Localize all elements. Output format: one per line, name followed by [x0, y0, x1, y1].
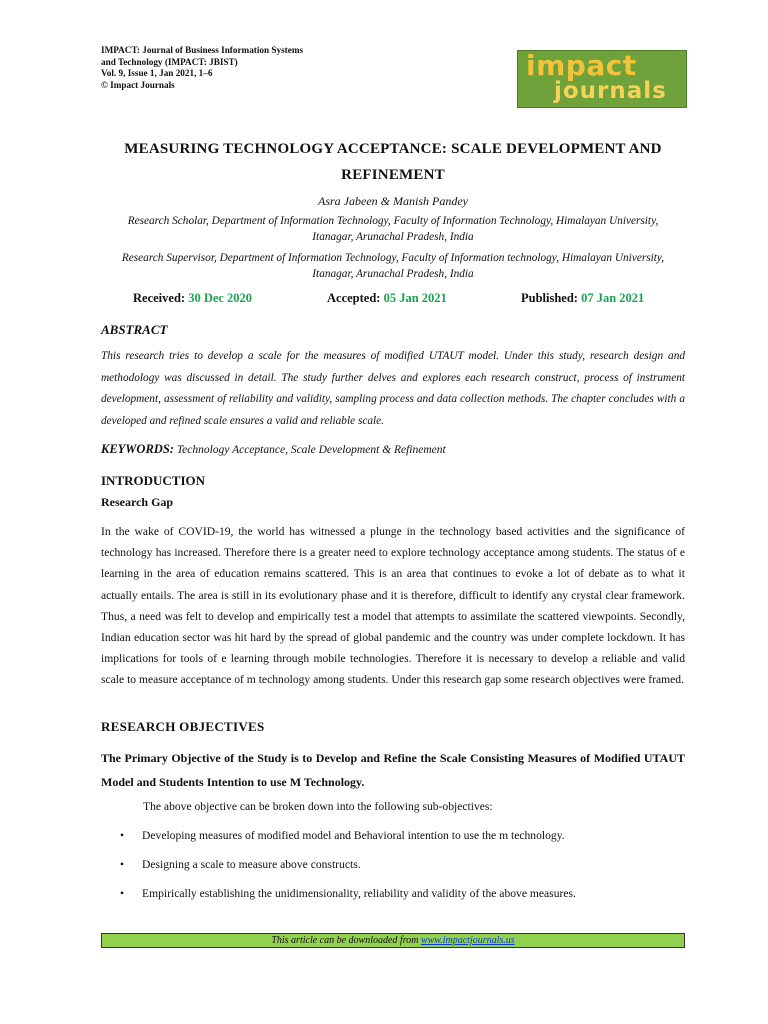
introduction-heading: INTRODUCTION: [101, 473, 206, 488]
list-item-text: Empirically establishing the unidimensionality, reliability and validity of the above measures.: [142, 887, 576, 900]
list-item: [120, 858, 361, 871]
accepted-value: 05 Jan 2021: [383, 291, 447, 305]
affiliation-supervisor-line1: Research Supervisor, Department of Information Technology, Faculty of Information technology, Himalayan University,: [121, 252, 665, 264]
keywords-text: Technology Acceptance, Scale Development & Refinement: [176, 444, 446, 456]
journal-header: [101, 45, 361, 91]
research-gap-text: In the wake of COVID-19, the world has witnessed a plunge in the technology based activities and the significance of technology has increased. Therefore there is a greater need to explore technology acceptance among students. The status of e learning in the area of education remains scattered. This is an area that continues to evoke a lot of debate as to what it actually entails. The area is still in its evolutionary phase and it is therefore, difficult to identify any crystal clear framework. Thus, a need was felt to develop and empirically test a model that attempts to assimilate the scattered viewpoints. Secondly, Indian education sector was hit hard by the spread of global pandemic and the country was under complete lockdown. It has implications for tools of e learning through mobile technologies. Therefore it is necessary to develop a reliable and valid scale to measure acceptance of m technology among students. Under this research gap some research objectives were framed.: [101, 525, 685, 687]
authors: Asra Jabeen & Manish Pandey: [318, 194, 468, 208]
published-label: Published:: [521, 291, 578, 305]
research-gap-heading: Research Gap: [101, 495, 174, 509]
abstract-text: This research tries to develop a scale for the measures of modified UTAUT model. Under this study, research design and methodology was discussed in detail. The study further delves and explores each research construct, process of instrument development, assessment of reliability and validity, sampling process and data collection methods. The chapter concludes with a developed and refined scale ensures a valid and reliable scale.: [101, 350, 685, 427]
logo-text-journals: journals: [554, 78, 667, 104]
bullet-icon: •: [120, 858, 125, 871]
journal-name-line2: and Technology (IMPACT: JBIST): [101, 56, 238, 67]
list-item-text: Developing measures of modified model and Behavioral intention to use the m technology.: [142, 829, 565, 842]
accepted-date: [327, 291, 447, 306]
title-line2: REFINEMENT: [341, 167, 445, 183]
list-item-text: Designing a scale to measure above constructs.: [142, 858, 361, 871]
received-date: [133, 291, 252, 306]
footer-text: This article can be downloaded from: [271, 935, 421, 946]
affiliation-scholar-line2: Itanagar, Arunachal Pradesh, India: [312, 231, 474, 243]
title-line1: MEASURING TECHNOLOGY ACCEPTANCE: SCALE DEVELOPMENT AND: [124, 141, 662, 157]
keywords-label: KEYWORDS:: [101, 442, 174, 456]
journal-website-link[interactable]: www.impactjournals.us: [420, 935, 515, 946]
list-item: [120, 829, 565, 842]
journal-volume: Vol. 9, Issue 1, Jan 2021, 1–6: [101, 68, 213, 78]
published-value: 07 Jan 2021: [581, 291, 645, 305]
paper-title: [101, 136, 685, 188]
journal-copyright: © Impact Journals: [101, 79, 175, 90]
list-item: [120, 887, 576, 900]
accepted-label: Accepted:: [327, 291, 381, 305]
sub-objectives-intro: The above objective can be broken down into the following sub-objectives:: [143, 800, 493, 813]
logo-text-impact: impact: [526, 50, 637, 82]
primary-objective: The Primary Objective of the Study is to Develop and Refine the Scale Consisting Measures of Modified UTAUT Model and Students Intention to use M Technology.: [101, 751, 685, 789]
impact-journals-logo: [517, 50, 687, 108]
published-date: [521, 291, 644, 306]
received-value: 30 Dec 2020: [188, 291, 253, 305]
download-footer: [101, 933, 685, 948]
affiliation-scholar-line1: Research Scholar, Department of Information Technology, Faculty of Information Technology, Himalayan University,: [127, 215, 659, 227]
received-label: Received:: [133, 291, 186, 305]
bullet-icon: •: [120, 829, 125, 842]
abstract-heading: ABSTRACT: [101, 322, 168, 337]
affiliation-scholar: [101, 213, 685, 245]
keywords: [101, 442, 446, 457]
journal-name-line1: IMPACT: Journal of Business Information Systems: [101, 45, 304, 55]
bullet-icon: •: [120, 887, 125, 900]
research-objectives-heading: RESEARCH OBJECTIVES: [101, 719, 265, 734]
affiliation-supervisor: [101, 250, 685, 282]
affiliation-supervisor-line2: Itanagar, Arunachal Pradesh, India: [312, 268, 474, 280]
